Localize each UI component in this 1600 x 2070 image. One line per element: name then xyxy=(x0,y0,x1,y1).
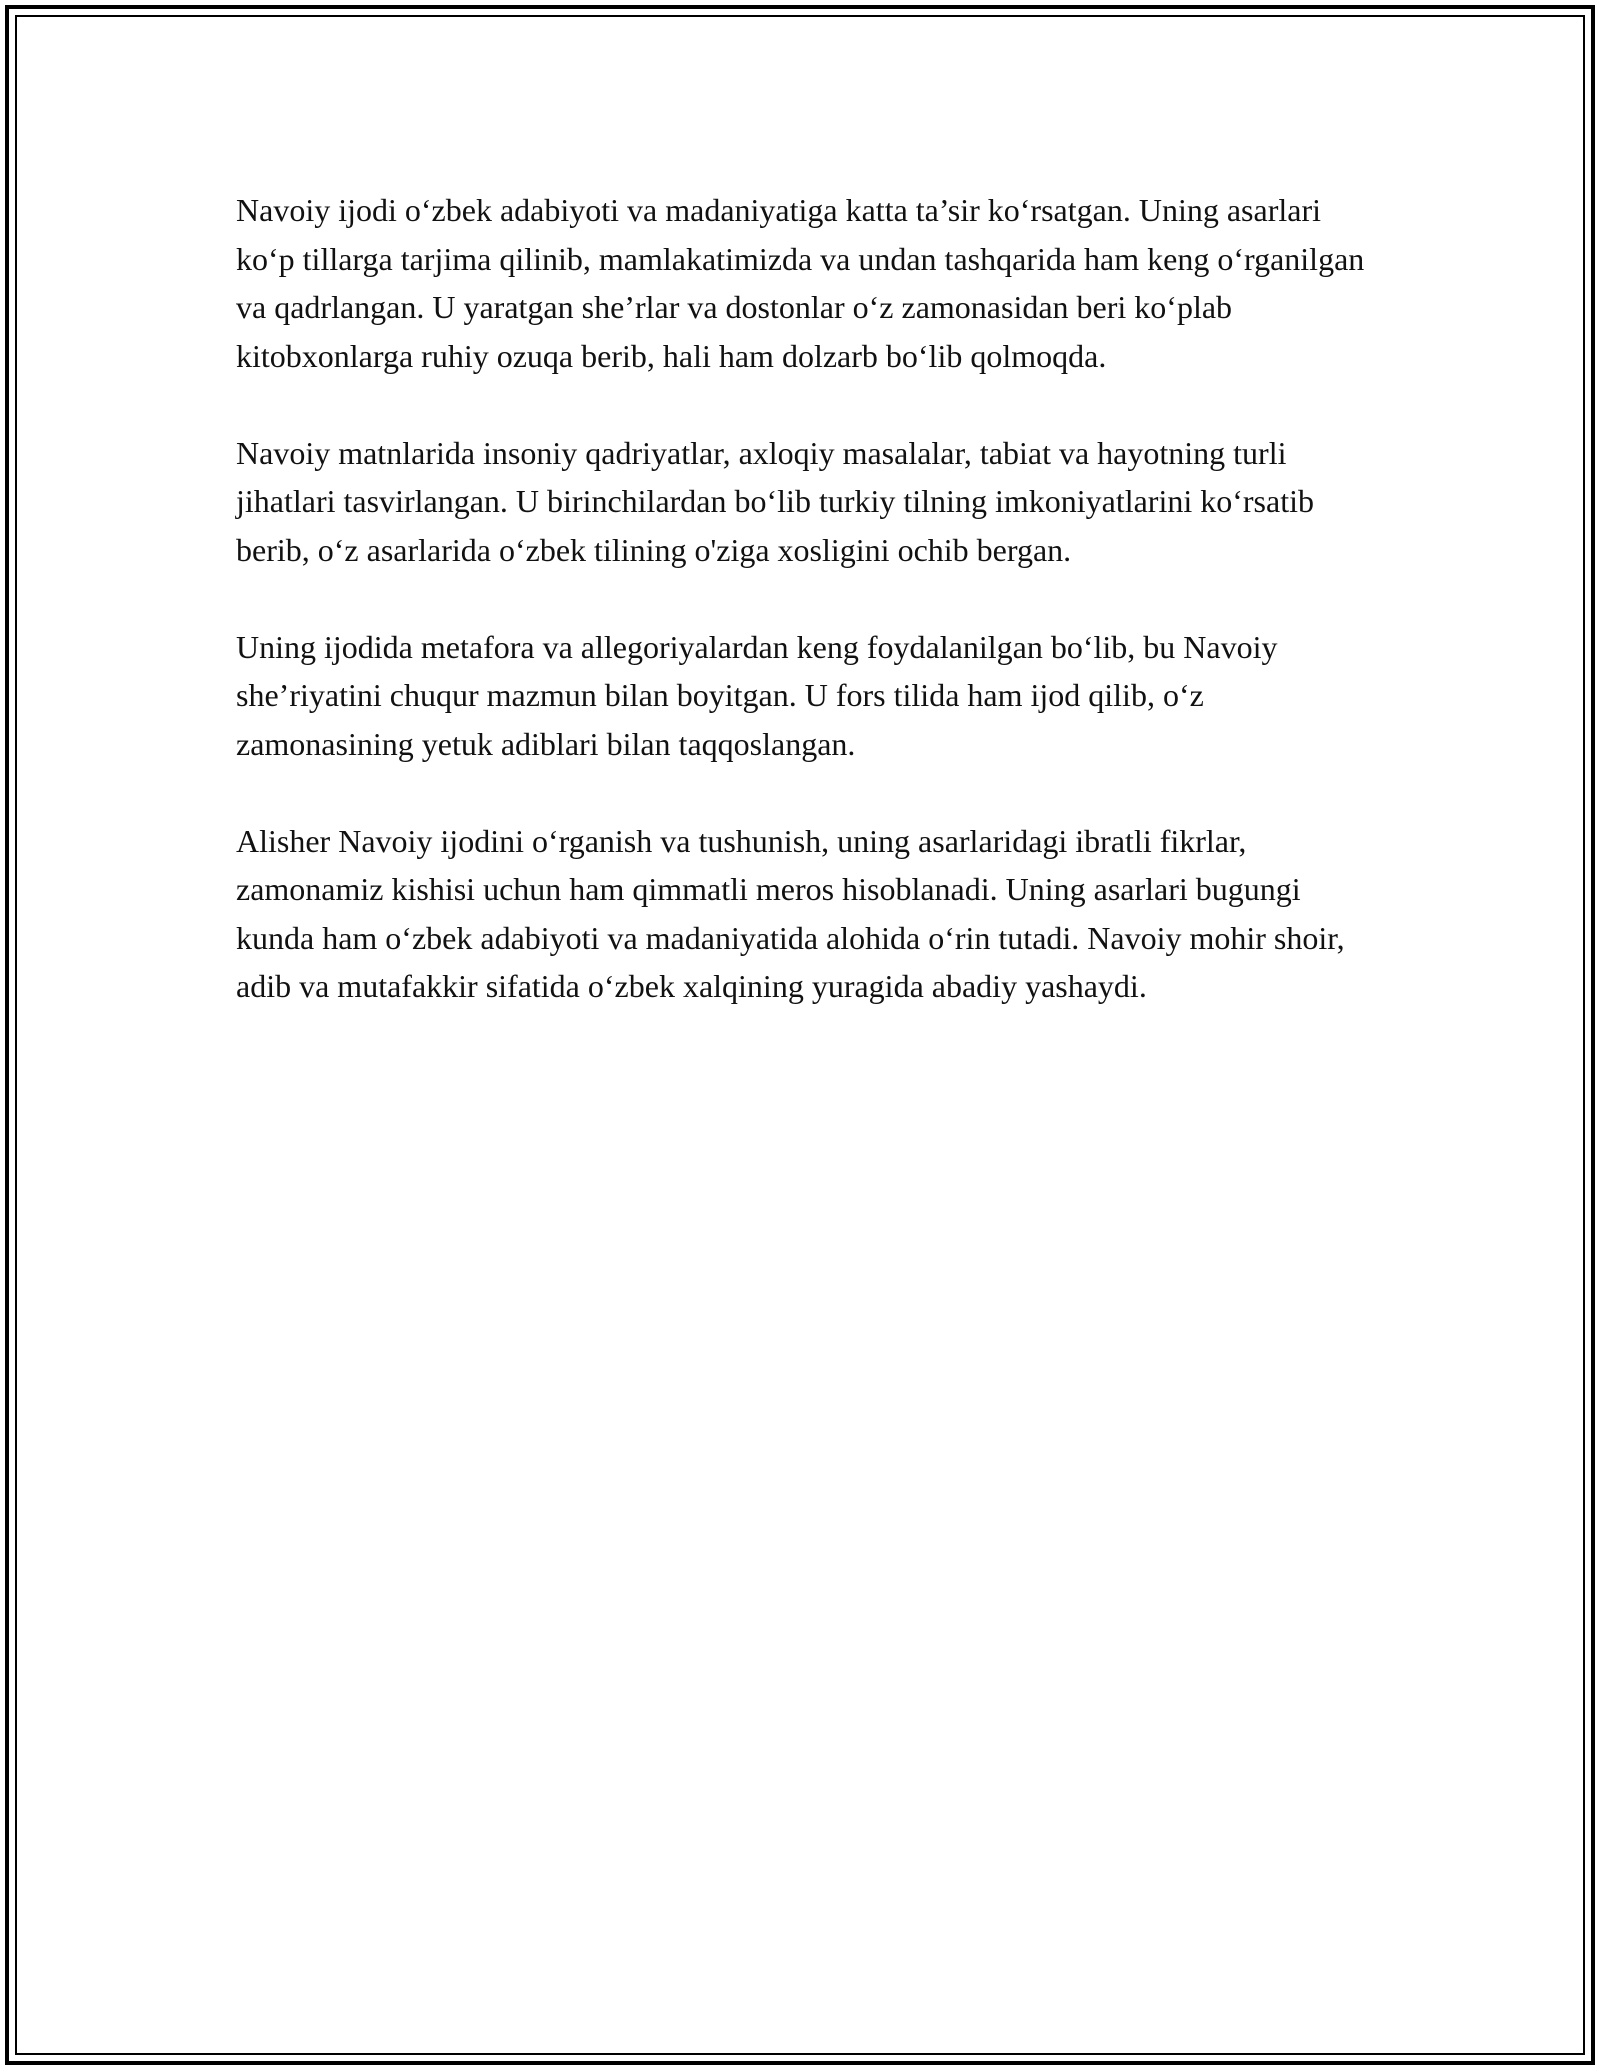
paragraph-2: Navoiy matnlarida insoniy qadriyatlar, axloqiy masalalar, tabiat va hayotning turli jihatlari tasvirlangan. U birinchilardan bo‘lib turkiy tilning imkoniyatlarini ko‘rsatib berib, o‘z asarlarida o‘zbek tilining o'ziga xosligini ochib bergan. xyxy=(236,434,1314,568)
document-body xyxy=(236,186,1376,1059)
paragraph-1: Navoiy ijodi o‘zbek adabiyoti va madaniyatiga katta ta’sir ko‘rsatgan. Uning asarlari ko‘p tillarga tarjima qilinib, mamlakatimizda va undan tashqarida ham keng o‘rganilgan va qadrlangan. U yaratgan she’rlar va dostonlar o‘z zamonasidan beri ko‘plab kitobxonlarga ruhiy ozuqa berib, hali ham dolzarb bo‘lib qolmoqda. xyxy=(236,192,1365,374)
paragraph-4: Alisher Navoiy ijodini o‘rganish va tushunish, uning asarlaridagi ibratli fikrlar, zamonamiz kishisi uchun ham qimmatli meros hisoblanadi. Uning asarlari bugungi kunda ham o‘zbek adabiyoti va madaniyatida alohida o‘rin tutadi. Navoiy mohir shoir, adib va mutafakkir sifatida o‘zbek xalqining yuragida abadiy yashaydi. xyxy=(236,822,1345,1004)
paragraph-3: Uning ijodida metafora va allegoriyalardan keng foydalanilgan bo‘lib, bu Navoiy she’riyatini chuqur mazmun bilan boyitgan. U fors tilida ham ijod qilib, o‘z zamonasining yetuk adiblari bilan taqqoslangan. xyxy=(236,628,1278,762)
